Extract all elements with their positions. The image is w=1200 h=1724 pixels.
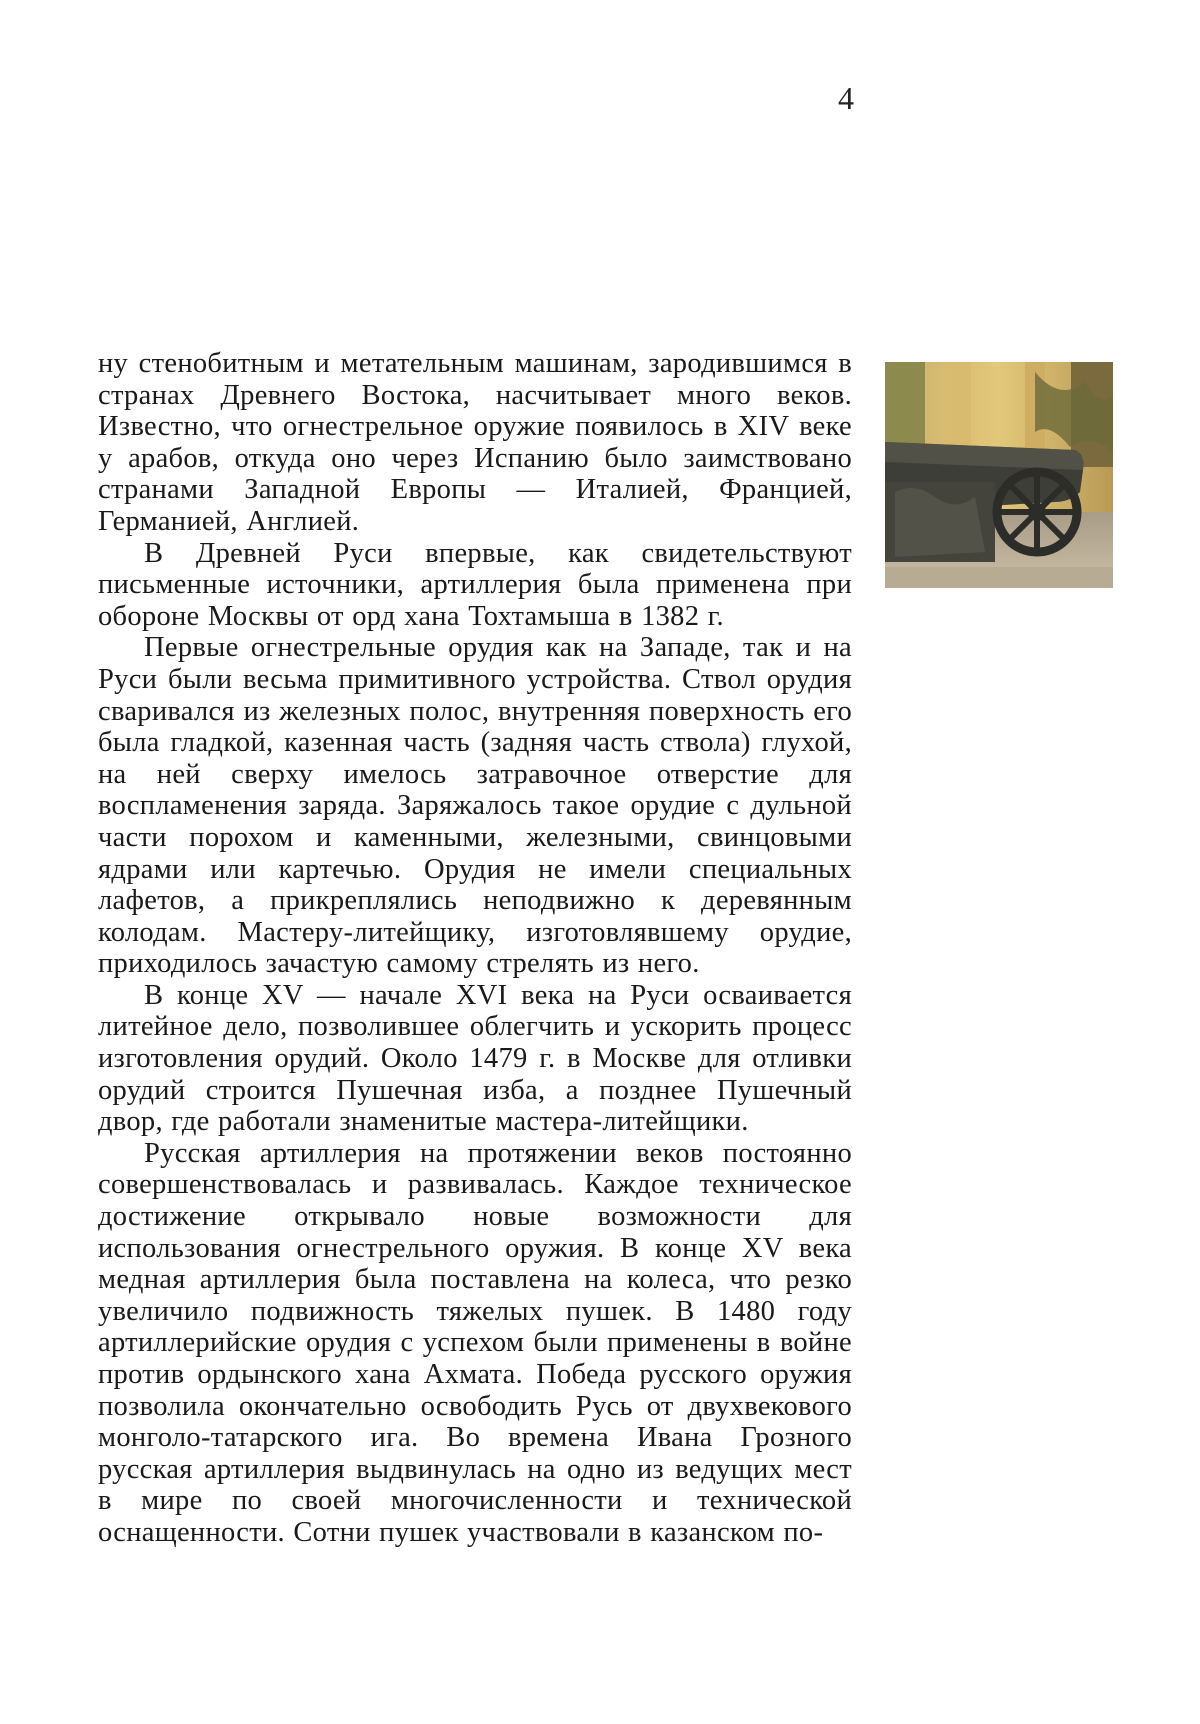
paragraph: В Древней Руси впервые, как свидетельствуют письменные источники, артиллерия была применена при обороне Москвы от орд хана Тохтамыша в 1382 г. [98, 537, 852, 632]
paragraph: Русская артиллерия на протяжении веков постоянно совершенствовалась и развивалась. Каждое техническое достижение открывало новые возможности для использования огнестрельного оружия. В конце XV века медная артиллерия была поставлена на колеса, что резко увеличило подвижность тяжелых пушек. В 1480 году артиллерийские орудия с успехом были применены в войне против ордынского хана Ахмата. Победа русского оружия позволила окончательно освободить Русь от двухвекового монголо-татарского ига. Во времена Ивана Грозного русская артиллерия выдвинулась на одно из ведущих мест в мире по своей многочисленности и технической оснащенности. Сотни пушек участвовали в казанском по- [98, 1137, 852, 1548]
body-text [98, 348, 852, 1549]
cannon-illustration [885, 362, 1113, 588]
paragraph: В конце XV — начале XVI века на Руси осваивается литейное дело, позволившее облегчить и ускорить процесс изготовления орудий. Около 1479 г. в Москве для отливки орудий строится Пушечная изба, а позднее Пушечный двор, где работали знаменитые мастера-литейщики. [98, 979, 852, 1138]
paragraph: ну стенобитным и метательным машинам, зародившимся в странах Древнего Востока, насчитывает много веков. Известно, что огнестрельное оружие появилось в XIV веке у арабов, откуда оно через Испанию было заимствовано странами Западной Европы — Италией, Францией, Германией, Англией. [98, 348, 852, 537]
tsar-cannon-photo-icon [885, 362, 1113, 588]
page-number: 4 [838, 80, 854, 116]
paragraph: Первые огнестрельные орудия как на Западе, так и на Руси были весьма примитивного устройства. Ствол орудия сваривался из железных полос, внутренняя поверхность его была гладкой, казенная часть (задняя часть ствола) глухой, на ней сверху имелось затравочное отверстие для воспламенения заряда. Заряжалось такое орудие с дульной части порохом и каменными, железными, свинцовыми ядрами или картечью. Орудия не имели специальных лафетов, а прикреплялись неподвижно к деревянным колодам. Мастеру-литейщику, изготовлявшему орудие, приходилось зачастую самому стрелять из него. [98, 632, 852, 980]
